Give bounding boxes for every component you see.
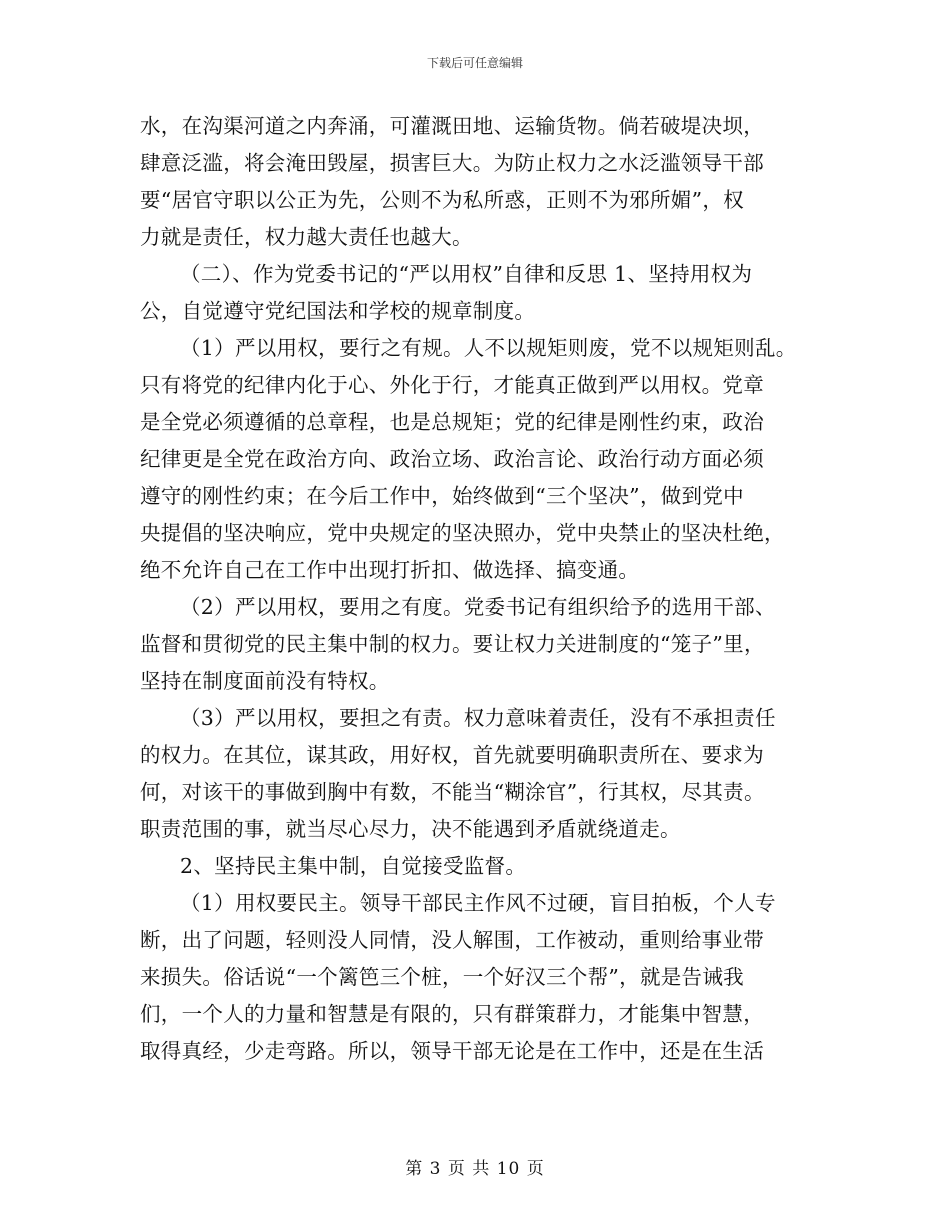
text-line: （二）、作为党委书记的“严以用权”自律和反思 1、坚持用权为 [180, 262, 753, 286]
text-line: 的权力。在其位，谋其政，用好权，首先就要明确职责所在、要求为 [140, 743, 764, 767]
text-line: （2）严以用权，要用之有度。党委书记有组织给予的选用干部、 [180, 595, 776, 619]
text-line: 力就是责任，权力越大责任也越大。 [140, 225, 473, 249]
text-line: 监督和贯彻党的民主集中制的权力。要让权力关进制度的“笼子”里， [140, 632, 765, 656]
text-line: （1）用权要民主。领导干部民主作风不过硬，盲目拍板，个人专 [180, 891, 776, 915]
text-line: 公，自觉遵守党纪国法和学校的规章制度。 [140, 299, 536, 323]
text-line: 们，一个人的力量和智慧是有限的，只有群策群力，才能集中智慧， [140, 1002, 764, 1026]
text-line: 央提倡的坚决响应，党中央规定的坚决照办，党中央禁止的坚决杜绝， [140, 521, 785, 545]
text-line: 遵守的刚性约束；在今后工作中，始终做到“三个坚决”，做到党中 [140, 484, 744, 508]
text-line: 是全党必须遵循的总章程，也是总规矩；党的纪律是刚性约束，政治 [140, 410, 764, 434]
text-line: 肆意泛滥，将会淹田毁屋，损害巨大。为防止权力之水泛滥领导干部 [140, 151, 764, 175]
text-line: （1）严以用权，要行之有规。人不以规矩则废，党不以规矩则乱。 [180, 336, 797, 360]
text-line: 取得真经，少走弯路。所以，领导干部无论是在工作中，还是在生活 [140, 1039, 764, 1063]
text-line: 来损失。俗话说“一个篱笆三个桩，一个好汉三个帮”，就是告诫我 [140, 965, 744, 989]
text-line: 只有将党的纪律内化于心、外化于行，才能真正做到严以用权。党章 [140, 373, 764, 397]
text-line: 纪律更是全党在政治方向、政治立场、政治言论、政治行动方面必须 [140, 447, 764, 471]
text-line: 2、坚持民主集中制，自觉接受监督。 [180, 854, 527, 878]
text-line: 水，在沟渠河道之内奔涌，可灌溉田地、运输货物。倘若破堤决坝， [140, 114, 764, 138]
text-line: 要“居官守职以公正为先，公则不为私所惑，正则不为邪所媚”，权 [140, 188, 744, 212]
text-line: 断，出了问题，轻则没人同情，没人解围，工作被动，重则给事业带 [140, 928, 764, 952]
text-line: （3）严以用权，要担之有责。权力意味着责任，没有不承担责任 [180, 706, 776, 730]
page-footer: 第 3 页 共 10 页 [405, 1159, 545, 1179]
text-line: 坚持在制度面前没有特权。 [140, 669, 390, 693]
text-line: 何，对该干的事做到胸中有数，不能当“糊涂官”，行其权，尽其责。 [140, 780, 765, 804]
text-line: 职责范围的事，就当尽心尽力，决不能遇到矛盾就绕道走。 [140, 817, 681, 841]
page-header: 下载后可任意编辑 [426, 56, 523, 70]
text-line: 绝不允许自己在工作中出现打折扣、做选择、搞变通。 [140, 558, 640, 582]
